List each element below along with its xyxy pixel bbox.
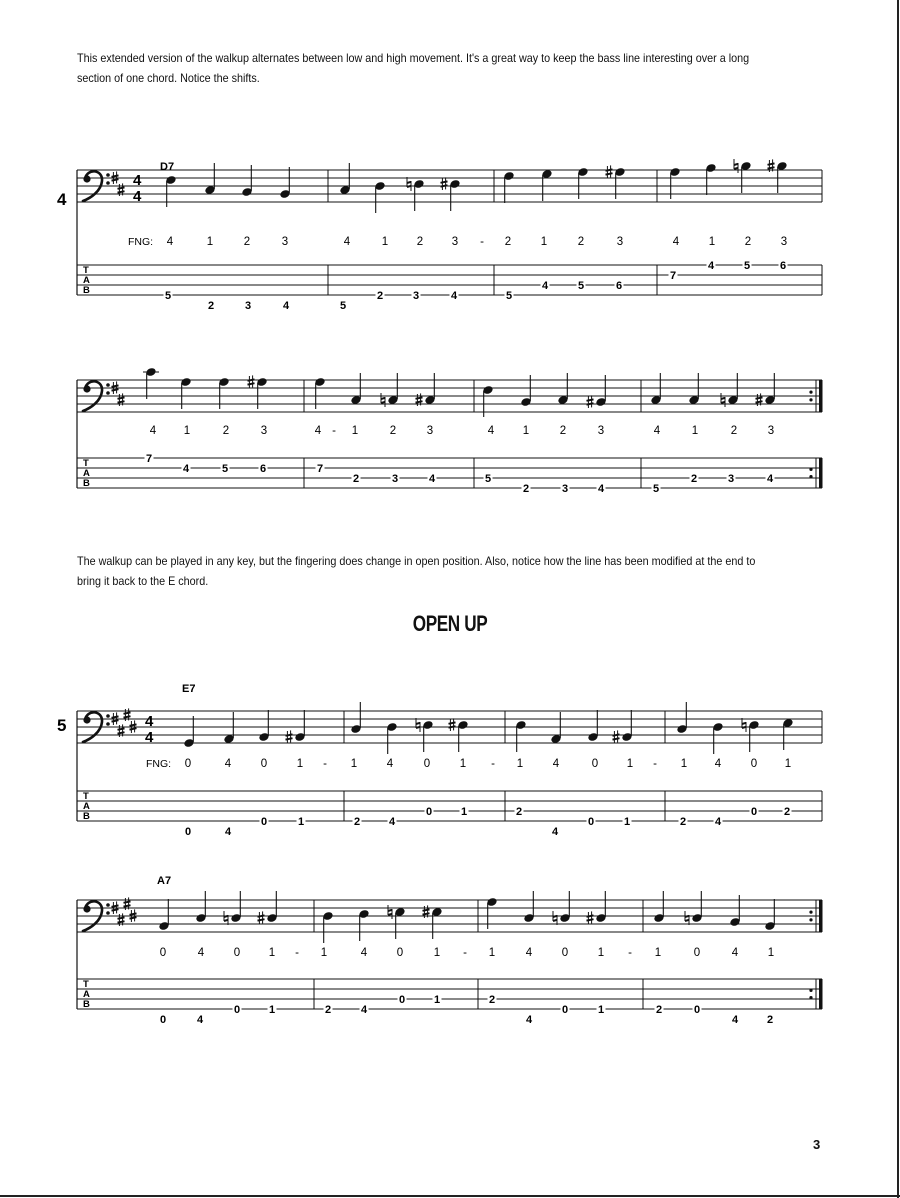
natural-accidental-icon <box>388 905 392 919</box>
fingering-number: - <box>480 236 484 248</box>
fingering-number: 1 <box>540 236 548 248</box>
tab-fret-number: 4 <box>360 1004 368 1016</box>
fingering-number: 0 <box>750 758 758 770</box>
tab-fret-number: 4 <box>282 300 290 312</box>
natural-accidental-icon <box>416 718 420 732</box>
final-bar <box>819 458 823 488</box>
fingering-number: 2 <box>504 236 512 248</box>
fingering-number: 1 <box>381 236 389 248</box>
final-bar <box>819 900 823 932</box>
fingering-number: 1 <box>516 758 524 770</box>
fingering-number: 1 <box>183 425 191 437</box>
tab-fret-number: 5 <box>339 300 347 312</box>
fingering-number: 0 <box>159 947 167 959</box>
time-signature-bottom: 4 <box>133 188 142 205</box>
tab-fret-number: 4 <box>714 816 722 828</box>
fingering-number: 2 <box>730 425 738 437</box>
fingering-number: 3 <box>426 425 434 437</box>
tab-fret-number: 2 <box>324 1004 332 1016</box>
tab-fret-number: 4 <box>541 280 549 292</box>
natural-accidental-icon <box>734 159 738 173</box>
page-number: 3 <box>813 1137 821 1152</box>
bass-clef-dot <box>83 716 90 723</box>
fingering-number: 1 <box>654 947 662 959</box>
tab-fret-number: 1 <box>297 816 305 828</box>
fingering-number: 1 <box>597 947 605 959</box>
repeat-dot <box>809 391 812 394</box>
tab-fret-number: 1 <box>623 816 631 828</box>
chord-symbol: D7 <box>160 161 175 173</box>
fingering-number: 3 <box>451 236 459 248</box>
fingering-number: 0 <box>260 758 268 770</box>
tab-fret-number: 7 <box>316 463 324 475</box>
fingering-number: 4 <box>731 947 739 959</box>
fingering-number: 1 <box>459 758 467 770</box>
tab-fret-number: 2 <box>488 994 496 1006</box>
fingering-number: 1 <box>296 758 304 770</box>
bass-clef-dot <box>106 383 110 387</box>
example-number: 5 <box>57 716 67 735</box>
tab-fret-number: 2 <box>352 473 360 485</box>
tab-fret-number: 1 <box>268 1004 276 1016</box>
tab-fret-number: 0 <box>184 826 192 838</box>
fingering-label: FNG: <box>128 236 154 248</box>
example-number: 4 <box>57 190 67 209</box>
fingering-number: 1 <box>268 947 276 959</box>
tab-fret-number: 4 <box>731 1014 739 1026</box>
tab-fret-number: 5 <box>164 290 172 302</box>
fingering-number: - <box>332 425 336 437</box>
bass-clef-dot <box>106 391 110 395</box>
tab-fret-number: 4 <box>196 1014 204 1026</box>
fingering-number: 1 <box>784 758 792 770</box>
sharp-accidental-icon <box>613 730 620 743</box>
fingering-number: 2 <box>416 236 424 248</box>
tab-fret-number: 4 <box>428 473 436 485</box>
fingering-number: - <box>653 758 657 770</box>
tab-fret-number: 0 <box>425 806 433 818</box>
fingering-number: 1 <box>691 425 699 437</box>
tab-letter-t: T <box>83 265 89 276</box>
fingering-number: 2 <box>222 425 230 437</box>
sharp-accidental-icon <box>606 165 613 178</box>
fingering-number: 4 <box>552 758 560 770</box>
fingering-number: - <box>295 947 299 959</box>
fingering-number: 4 <box>525 947 533 959</box>
natural-accidental-icon <box>553 911 557 925</box>
repeat-dot <box>809 996 812 999</box>
fingering-number: 4 <box>714 758 722 770</box>
tab-fret-number: 2 <box>207 300 215 312</box>
tab-letter-a: A <box>83 468 90 479</box>
tab-fret-number: 3 <box>727 473 735 485</box>
tab-fret-number: 0 <box>561 1004 569 1016</box>
repeat-dot <box>809 475 812 478</box>
fingering-number: 4 <box>653 425 661 437</box>
tab-letter-t: T <box>83 458 89 469</box>
tab-letter-b: B <box>83 478 90 489</box>
fingering-number: 4 <box>487 425 495 437</box>
bass-clef-dot <box>106 722 110 726</box>
fingering-number: 2 <box>243 236 251 248</box>
tab-fret-number: 2 <box>783 806 791 818</box>
fingering-number: 3 <box>260 425 268 437</box>
sharp-accidental-icon <box>587 395 594 408</box>
tab-fret-number: 2 <box>376 290 384 302</box>
fingering-number: 0 <box>423 758 431 770</box>
fingering-number: 0 <box>233 947 241 959</box>
tab-fret-number: 5 <box>743 260 751 272</box>
final-bar <box>819 380 823 412</box>
fingering-number: 1 <box>626 758 634 770</box>
fingering-label: FNG: <box>146 758 172 770</box>
tab-fret-number: 0 <box>750 806 758 818</box>
tab-fret-number: 0 <box>587 816 595 828</box>
fingering-number: 0 <box>561 947 569 959</box>
fingering-number: 1 <box>680 758 688 770</box>
bass-clef-dot <box>106 911 110 915</box>
tab-fret-number: 4 <box>388 816 396 828</box>
natural-accidental-icon <box>685 911 689 925</box>
fingering-number: 1 <box>522 425 530 437</box>
natural-accidental-icon <box>742 718 746 732</box>
fingering-number: 1 <box>488 947 496 959</box>
tab-fret-number: 2 <box>522 483 530 495</box>
sharp-accidental-icon <box>258 911 265 924</box>
fingering-number: 4 <box>224 758 232 770</box>
tab-letter-b: B <box>83 285 90 296</box>
fingering-number: 4 <box>166 236 174 248</box>
tab-fret-number: 4 <box>551 826 559 838</box>
tab-fret-number: 3 <box>412 290 420 302</box>
tab-fret-number: 2 <box>766 1014 774 1026</box>
tab-fret-number: 4 <box>525 1014 533 1026</box>
fingering-number: 1 <box>708 236 716 248</box>
tab-fret-number: 0 <box>233 1004 241 1016</box>
tab-fret-number: 5 <box>577 280 585 292</box>
fingering-number: 1 <box>433 947 441 959</box>
time-signature-top: 4 <box>145 713 154 730</box>
fingering-number: 3 <box>616 236 624 248</box>
tab-fret-number: 1 <box>460 806 468 818</box>
repeat-dot <box>809 918 812 921</box>
tab-fret-number: 5 <box>221 463 229 475</box>
sharp-accidental-icon <box>441 177 448 190</box>
fingering-number: - <box>463 947 467 959</box>
natural-accidental-icon <box>721 393 725 407</box>
tab-letter-b: B <box>83 999 90 1010</box>
tab-fret-number: 4 <box>597 483 605 495</box>
natural-accidental-icon <box>381 393 385 407</box>
tab-fret-number: 7 <box>145 453 153 465</box>
fingering-number: 4 <box>386 758 394 770</box>
tab-fret-number: 4 <box>450 290 458 302</box>
tab-fret-number: 4 <box>224 826 232 838</box>
chord-symbol: A7 <box>157 875 172 887</box>
tab-fret-number: 2 <box>690 473 698 485</box>
tab-fret-number: 5 <box>484 473 492 485</box>
fingering-number: - <box>323 758 327 770</box>
fingering-number: - <box>491 758 495 770</box>
section-heading: OPEN UP <box>412 611 488 636</box>
sharp-accidental-icon <box>587 911 594 924</box>
natural-accidental-icon <box>407 177 411 191</box>
fingering-number: 0 <box>693 947 701 959</box>
tab-fret-number: 4 <box>707 260 715 272</box>
tab-fret-number: 7 <box>669 270 677 282</box>
bass-clef-dot <box>106 714 110 718</box>
tab-fret-number: 5 <box>652 483 660 495</box>
tab-fret-number: 6 <box>779 260 787 272</box>
intro-paragraph: This extended version of the walkup alternates between low and high movement. It's a great way to keep the bass line interesting over a long section of one chord. Notice the shifts. <box>77 52 750 85</box>
fingering-number: 2 <box>744 236 752 248</box>
fingering-number: 4 <box>360 947 368 959</box>
tab-fret-number: 4 <box>766 473 774 485</box>
bass-clef-dot <box>106 181 110 185</box>
fingering-number: 4 <box>314 425 322 437</box>
tab-fret-number: 6 <box>259 463 267 475</box>
fingering-number: 4 <box>672 236 680 248</box>
tab-fret-number: 0 <box>693 1004 701 1016</box>
bass-clef-dot <box>83 385 90 392</box>
tab-fret-number: 1 <box>597 1004 605 1016</box>
chord-symbol: E7 <box>182 683 196 695</box>
repeat-dot <box>809 398 812 401</box>
tab-letter-t: T <box>83 791 89 802</box>
tab-fret-number: 3 <box>391 473 399 485</box>
repeat-dot <box>809 468 812 471</box>
tab-fret-number: 1 <box>433 994 441 1006</box>
fingering-number: 3 <box>780 236 788 248</box>
tab-fret-number: 5 <box>505 290 513 302</box>
tab-fret-number: 0 <box>159 1014 167 1026</box>
natural-accidental-icon <box>224 911 228 925</box>
tab-letter-a: A <box>83 801 90 812</box>
tab-letter-a: A <box>83 275 90 286</box>
middle-paragraph: The walkup can be played in any key, but the fingering does change in open position. Also, notice how the line has been modified at the end to bring it back to the E chord. <box>77 555 756 588</box>
repeat-dot <box>809 989 812 992</box>
fingering-number: 0 <box>396 947 404 959</box>
fingering-number: 0 <box>591 758 599 770</box>
fingering-number: 1 <box>320 947 328 959</box>
time-signature-top: 4 <box>133 172 142 189</box>
fingering-number: 1 <box>350 758 358 770</box>
tab-fret-number: 6 <box>615 280 623 292</box>
tab-fret-number: 2 <box>679 816 687 828</box>
tab-fret-number: 4 <box>182 463 190 475</box>
tab-fret-number: 0 <box>260 816 268 828</box>
tab-fret-number: 2 <box>655 1004 663 1016</box>
tab-fret-number: 3 <box>244 300 252 312</box>
fingering-number: 3 <box>281 236 289 248</box>
tab-fret-number: 2 <box>515 806 523 818</box>
fingering-number: 4 <box>343 236 351 248</box>
fingering-number: 4 <box>149 425 157 437</box>
tab-fret-number: 3 <box>561 483 569 495</box>
sharp-accidental-icon <box>449 718 456 731</box>
fingering-number: 2 <box>577 236 585 248</box>
time-signature-bottom: 4 <box>145 729 154 746</box>
bass-clef-dot <box>106 173 110 177</box>
fingering-number: 1 <box>351 425 359 437</box>
sharp-accidental-icon <box>248 375 255 388</box>
tab-fret-number: 2 <box>353 816 361 828</box>
fingering-number: 2 <box>389 425 397 437</box>
fingering-number: 1 <box>206 236 214 248</box>
fingering-number: 2 <box>559 425 567 437</box>
fingering-number: 0 <box>184 758 192 770</box>
tab-letter-a: A <box>83 989 90 1000</box>
fingering-number: 4 <box>197 947 205 959</box>
tab-letter-t: T <box>83 979 89 990</box>
sharp-accidental-icon <box>286 730 293 743</box>
fingering-number: 3 <box>597 425 605 437</box>
fingering-number: 3 <box>767 425 775 437</box>
repeat-dot <box>809 911 812 914</box>
bass-clef-dot <box>83 175 90 182</box>
final-bar <box>819 979 823 1009</box>
tab-fret-number: 0 <box>398 994 406 1006</box>
bass-clef-dot <box>106 903 110 907</box>
tab-letter-b: B <box>83 811 90 822</box>
bass-clef-dot <box>83 905 90 912</box>
fingering-number: 1 <box>767 947 775 959</box>
fingering-number: - <box>628 947 632 959</box>
